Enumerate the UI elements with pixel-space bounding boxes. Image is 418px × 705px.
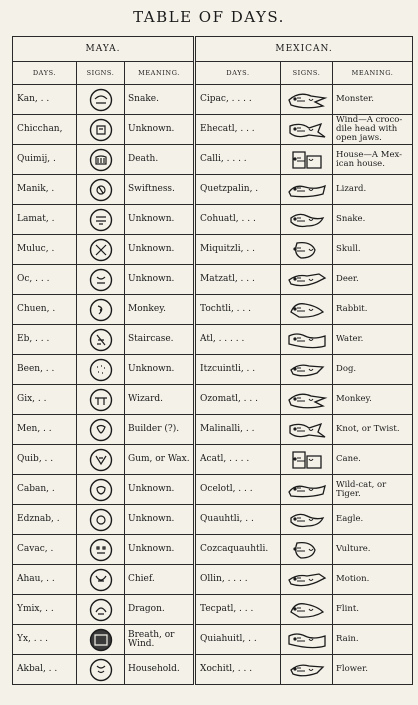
maya-sign xyxy=(77,505,125,535)
mexican-day: Miquitzli, . . xyxy=(195,235,281,265)
mexican-meaning: Deer. xyxy=(333,265,413,295)
maya-glyph-icon xyxy=(89,448,113,472)
mexican-sign xyxy=(281,325,333,355)
maya-day: Edznab, . xyxy=(13,505,77,535)
table-row xyxy=(13,205,413,235)
maya-day: Lamat, . xyxy=(13,205,77,235)
maya-day: Chuen, . xyxy=(13,295,77,325)
mexican-day: Cipac, . . . . xyxy=(195,85,281,115)
maya-day: Manik, . xyxy=(13,175,77,205)
maya-signs-header: SIGNS. xyxy=(77,62,125,85)
maya-glyph-icon xyxy=(89,208,113,232)
mexican-day: Tochtli, . . . xyxy=(195,295,281,325)
mexican-sign xyxy=(281,535,333,565)
table-row xyxy=(13,385,413,415)
maya-glyph-icon xyxy=(89,538,113,562)
mexican-glyph-icon xyxy=(285,658,329,682)
mexican-day: Cohuatl, . . . xyxy=(195,205,281,235)
mexican-day: Quetzpalin, . xyxy=(195,175,281,205)
maya-glyph-icon xyxy=(89,238,113,262)
mexican-sign xyxy=(281,505,333,535)
mexican-glyph-icon xyxy=(285,388,329,412)
mexican-glyph-icon xyxy=(285,448,329,472)
maya-sign xyxy=(77,265,125,295)
mexican-day: Tecpatl, . . . xyxy=(195,595,281,625)
mexican-day: Quauhtli, . . xyxy=(195,505,281,535)
maya-sign xyxy=(77,535,125,565)
maya-glyph-icon xyxy=(89,148,113,172)
mexican-meaning: Flower. xyxy=(333,655,413,685)
mexican-glyph-icon xyxy=(285,568,329,592)
mexican-glyph-icon xyxy=(285,268,329,292)
table-row xyxy=(13,415,413,445)
maya-glyph-icon xyxy=(89,418,113,442)
maya-glyph-icon xyxy=(89,598,113,622)
mexican-day: Malinalli, . . xyxy=(195,415,281,445)
maya-sign xyxy=(77,175,125,205)
maya-sign xyxy=(77,115,125,145)
maya-sign xyxy=(77,295,125,325)
maya-meaning: Household. xyxy=(125,655,195,685)
maya-day: Akbal, . . xyxy=(13,655,77,685)
mexican-meaning: Lizard. xyxy=(333,175,413,205)
table-row xyxy=(13,145,413,175)
mexican-meaning: Rabbit. xyxy=(333,295,413,325)
maya-meaning-header: MEANING. xyxy=(125,62,195,85)
maya-glyph-icon xyxy=(89,658,113,682)
maya-day: Eb, . . . xyxy=(13,325,77,355)
maya-meaning: Staircase. xyxy=(125,325,195,355)
mexican-day: Ozomatl, . . . xyxy=(195,385,281,415)
maya-glyph-icon xyxy=(89,568,113,592)
mexican-sign xyxy=(281,145,333,175)
table-row xyxy=(13,595,413,625)
maya-glyph-icon xyxy=(89,88,113,112)
mexican-meaning-header: MEANING. xyxy=(333,62,413,85)
mexican-glyph-icon xyxy=(285,598,329,622)
maya-day: Men, . . xyxy=(13,415,77,445)
maya-meaning: Chief. xyxy=(125,565,195,595)
maya-day: Kan, . . xyxy=(13,85,77,115)
mexican-glyph-icon xyxy=(285,418,329,442)
maya-meaning: Swiftness. xyxy=(125,175,195,205)
mexican-day: Acatl, . . . . xyxy=(195,445,281,475)
maya-days-header: DAYS. xyxy=(13,62,77,85)
mexican-meaning: Dog. xyxy=(333,355,413,385)
maya-meaning: Unknown. xyxy=(125,505,195,535)
maya-day: Caban, . xyxy=(13,475,77,505)
mexican-day: Calli, . . . . xyxy=(195,145,281,175)
mexican-day: Quiahuitl, . . xyxy=(195,625,281,655)
maya-meaning: Unknown. xyxy=(125,535,195,565)
maya-day: Quib, . . xyxy=(13,445,77,475)
maya-day: Oc, . . . xyxy=(13,265,77,295)
table-row xyxy=(13,655,413,685)
mexican-meaning: Wild-cat, or Tiger. xyxy=(333,475,413,505)
table-row xyxy=(13,625,413,655)
table-row xyxy=(13,565,413,595)
mexican-glyph-icon xyxy=(285,358,329,382)
maya-meaning: Unknown. xyxy=(125,205,195,235)
maya-meaning: Wizard. xyxy=(125,385,195,415)
table-row xyxy=(13,355,413,385)
maya-sign xyxy=(77,85,125,115)
maya-meaning: Unknown. xyxy=(125,355,195,385)
mexican-day: Xochitl, . . . xyxy=(195,655,281,685)
mexican-meaning: Wind—A croco-dile head with open jaws. xyxy=(333,115,413,145)
column-header-row xyxy=(13,62,413,85)
mexican-glyph-icon xyxy=(285,178,329,202)
maya-sign xyxy=(77,595,125,625)
table-row xyxy=(13,295,413,325)
maya-meaning: Death. xyxy=(125,145,195,175)
maya-glyph-icon xyxy=(89,388,113,412)
maya-glyph-icon xyxy=(89,508,113,532)
maya-glyph-icon xyxy=(89,358,113,382)
mexican-glyph-icon xyxy=(285,238,329,262)
mexican-meaning: Motion. xyxy=(333,565,413,595)
mexican-day: Ollin, . . . . xyxy=(195,565,281,595)
mexican-sign xyxy=(281,655,333,685)
mexican-sign xyxy=(281,625,333,655)
maya-glyph-icon xyxy=(89,298,113,322)
mexican-day: Ocelotl, . . . xyxy=(195,475,281,505)
maya-sign xyxy=(77,385,125,415)
maya-meaning: Unknown. xyxy=(125,265,195,295)
maya-meaning: Breath, or Wind. xyxy=(125,625,195,655)
mexican-glyph-icon xyxy=(285,328,329,352)
days-table xyxy=(12,36,413,685)
mexican-sign xyxy=(281,85,333,115)
mexican-meaning: House—A Mex-ican house. xyxy=(333,145,413,175)
maya-glyph-icon xyxy=(89,328,113,352)
mexican-day: Matzatl, . . . xyxy=(195,265,281,295)
maya-meaning: Gum, or Wax. xyxy=(125,445,195,475)
mexican-day: Itzcuintli, . . xyxy=(195,355,281,385)
maya-day: Chicchan, xyxy=(13,115,77,145)
mexican-glyph-icon xyxy=(285,148,329,172)
mexican-day: Atl, . . . . . xyxy=(195,325,281,355)
mexican-day: Cozcaquauhtli. xyxy=(195,535,281,565)
mexican-sign xyxy=(281,565,333,595)
mexican-glyph-icon xyxy=(285,298,329,322)
mexican-meaning: Flint. xyxy=(333,595,413,625)
table-row xyxy=(13,505,413,535)
mexican-sign xyxy=(281,175,333,205)
mexican-glyph-icon xyxy=(285,208,329,232)
maya-meaning: Dragon. xyxy=(125,595,195,625)
maya-day: Muluc, . xyxy=(13,235,77,265)
maya-sign xyxy=(77,205,125,235)
mexican-meaning: Skull. xyxy=(333,235,413,265)
maya-sign xyxy=(77,415,125,445)
table-row xyxy=(13,535,413,565)
mexican-meaning: Monster. xyxy=(333,85,413,115)
mexican-sign xyxy=(281,265,333,295)
page-title: TABLE OF DAYS. xyxy=(133,8,285,26)
mexican-sign xyxy=(281,205,333,235)
maya-glyph-icon xyxy=(89,268,113,292)
maya-sign xyxy=(77,235,125,265)
table-row xyxy=(13,325,413,355)
mexican-meaning: Cane. xyxy=(333,445,413,475)
table-row xyxy=(13,175,413,205)
mexican-sign xyxy=(281,295,333,325)
mexican-glyph-icon xyxy=(285,118,329,142)
maya-sign xyxy=(77,355,125,385)
mexican-glyph-icon xyxy=(285,508,329,532)
maya-meaning: Unknown. xyxy=(125,475,195,505)
maya-day: Quimij, . xyxy=(13,145,77,175)
mexican-sign xyxy=(281,355,333,385)
maya-day: Ymix, . . xyxy=(13,595,77,625)
mexican-meaning: Rain. xyxy=(333,625,413,655)
table-row xyxy=(13,235,413,265)
mexican-days-header: DAYS. xyxy=(195,62,281,85)
maya-meaning: Monkey. xyxy=(125,295,195,325)
mexican-meaning: Knot, or Twist. xyxy=(333,415,413,445)
maya-glyph-icon xyxy=(89,628,113,652)
maya-day: Cavac, . xyxy=(13,535,77,565)
mexican-meaning: Monkey. xyxy=(333,385,413,415)
maya-meaning: Snake. xyxy=(125,85,195,115)
maya-meaning: Unknown. xyxy=(125,115,195,145)
mexican-glyph-icon xyxy=(285,478,329,502)
mexican-meaning: Eagle. xyxy=(333,505,413,535)
table-row xyxy=(13,115,413,145)
maya-glyph-icon xyxy=(89,118,113,142)
group-header-row xyxy=(13,37,413,62)
mexican-day: Ehecatl, . . . xyxy=(195,115,281,145)
maya-sign xyxy=(77,325,125,355)
maya-glyph-icon xyxy=(89,478,113,502)
maya-day: Ahau, . . xyxy=(13,565,77,595)
mexican-sign xyxy=(281,415,333,445)
table-row xyxy=(13,85,413,115)
table-row xyxy=(13,475,413,505)
mexican-signs-header: SIGNS. xyxy=(281,62,333,85)
maya-day: Yx, . . . xyxy=(13,625,77,655)
maya-meaning: Unknown. xyxy=(125,235,195,265)
mexican-meaning: Water. xyxy=(333,325,413,355)
mexican-group-header: MEXICAN. xyxy=(195,37,413,62)
mexican-sign xyxy=(281,595,333,625)
maya-glyph-icon xyxy=(89,178,113,202)
maya-sign xyxy=(77,655,125,685)
mexican-glyph-icon xyxy=(285,538,329,562)
maya-sign xyxy=(77,475,125,505)
maya-group-header: MAYA. xyxy=(13,37,195,62)
table-row xyxy=(13,265,413,295)
mexican-sign xyxy=(281,115,333,145)
maya-sign xyxy=(77,445,125,475)
table-row xyxy=(13,445,413,475)
mexican-sign xyxy=(281,475,333,505)
mexican-sign xyxy=(281,385,333,415)
maya-sign xyxy=(77,565,125,595)
mexican-meaning: Snake. xyxy=(333,205,413,235)
maya-day: Been, . . xyxy=(13,355,77,385)
maya-sign xyxy=(77,145,125,175)
mexican-sign xyxy=(281,445,333,475)
mexican-glyph-icon xyxy=(285,628,329,652)
maya-meaning: Builder (?). xyxy=(125,415,195,445)
mexican-meaning: Vulture. xyxy=(333,535,413,565)
mexican-glyph-icon xyxy=(285,88,329,112)
maya-day: Gix, . . xyxy=(13,385,77,415)
maya-sign xyxy=(77,625,125,655)
mexican-sign xyxy=(281,235,333,265)
